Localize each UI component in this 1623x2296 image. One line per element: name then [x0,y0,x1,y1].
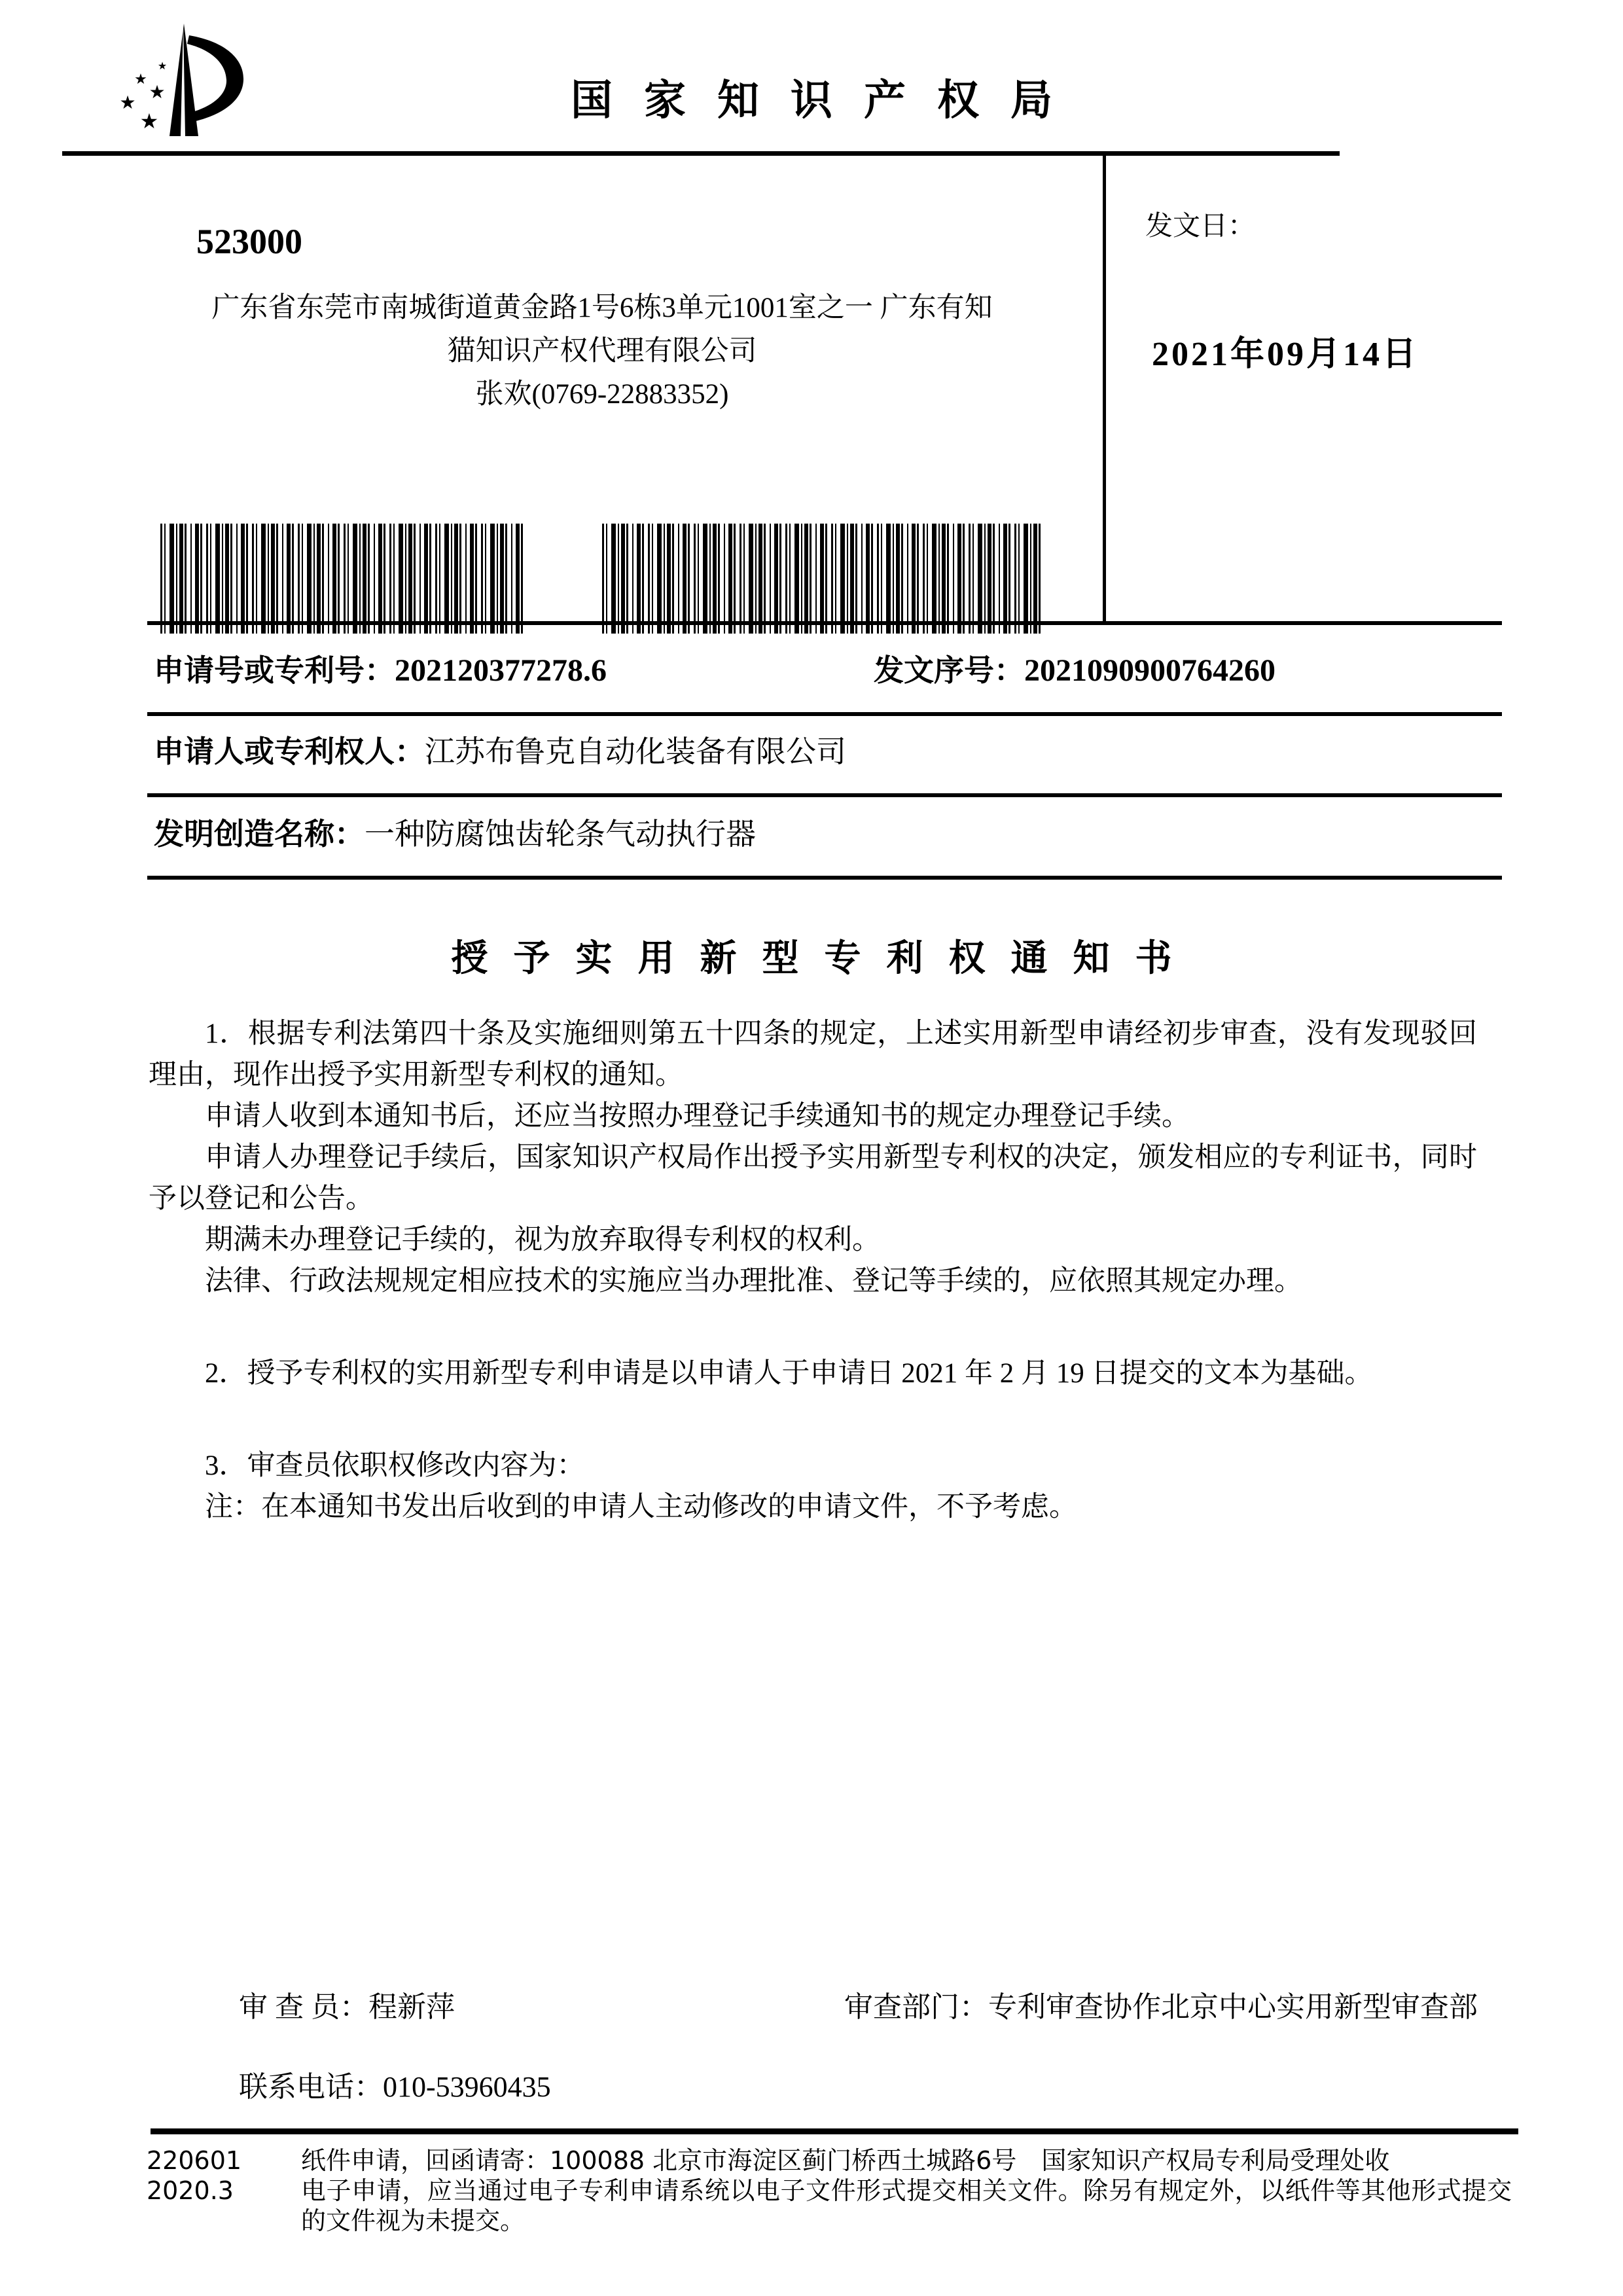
dispatch-date-label: 发文日： [1145,211,1256,242]
recipient-address [144,287,1060,416]
serial-number-label: 发文序号： [874,653,1024,688]
application-number-label: 申请号或专利号： [154,653,395,688]
dispatch-date-value: 2021年09月14日 [1152,336,1419,373]
examiner-row [239,1983,1515,2025]
notice-title: 授予实用新型专利权通知书 [451,937,1198,980]
phone-label: 联系电话： [239,2071,383,2103]
address-line-2: 猫知识产权代理有限公司 [447,336,757,367]
applicant-row [154,728,1502,771]
separator-line-4 [147,876,1502,880]
footer-form-codes [147,2145,241,2206]
body-paragraph: 法律、行政法规规定相应技术的实施应当办理批准、登记等手续的，应依照其规定办理。 [205,1266,1302,1297]
phone-number: 010-53960435 [383,2071,551,2103]
body-paragraph: 注：在本通知书发出后收到的申请人主动修改的申请文件，不予考虑。 [205,1492,1077,1522]
separator-line-2 [147,712,1502,716]
application-number-row [154,647,1502,690]
examiner-name: 程新萍 [368,1991,455,2023]
svg-text:★: ★ [119,93,136,113]
footer-line-electronic: 电子申请，应当通过电子专利申请系统以电子文件形式提交相关文件。除另有规定外，以纸件等其他形式提交的文件视为未提交。 [301,2176,1512,2235]
agency-title: 国家知识产权局 [571,77,1084,125]
department-name: 专利审查协作北京中心实用新型审查部 [988,1991,1478,2023]
department-label: 审查部门： [844,1991,988,2023]
footer-rule [151,2128,1518,2134]
form-version: 2020.3 [147,2176,234,2205]
footer-instructions [301,2145,1512,2236]
body-paragraph: 申请人办理登记手续后，国家知识产权局作出授予实用新型专利权的决定，颁发相应的专利证书，同时予以登记和公告。 [149,1142,1477,1214]
phone-row [239,2063,551,2105]
barcode-1 [160,524,526,634]
form-code: 220601 [147,2146,242,2175]
svg-text:★: ★ [134,71,147,87]
body-paragraph: 3．审查员依职权修改内容为： [205,1450,585,1481]
serial-number-value: 2021090900764260 [1024,653,1275,688]
separator-line-3 [147,793,1502,797]
invention-title-row [154,810,1502,853]
notice-body [149,1013,1477,1528]
body-paragraph: 期满未办理登记手续的，视为放弃取得专利权的权利。 [205,1225,880,1255]
header-rule [62,151,1340,156]
barcode-2 [602,524,1042,634]
separator-line-1 [147,621,1502,625]
footer-line-paper: 纸件申请，回函请寄：100088 北京市海淀区蓟门桥西土城路6号 国家知识产权局专利局受理处收 [301,2146,1390,2175]
body-paragraph: 2．授予专利权的实用新型专利申请是以申请人于申请日 2021 年 2 月 19 日提交的文本为基础。 [205,1358,1373,1389]
svg-text:★: ★ [157,61,168,72]
applicant-label: 申请人或专利权人： [154,734,425,769]
invention-title-value: 一种防腐蚀齿轮条气动执行器 [365,817,756,851]
svg-text:★: ★ [149,82,166,103]
department-group [844,1983,1478,2025]
body-paragraph: 1．根据专利法第四十条及实施细则第五十四条的规定，上述实用新型申请经初步审查，没有发现驳回理由，现作出授予实用新型专利权的通知。 [149,1018,1477,1090]
address-line-1: 广东省东莞市南城街道黄金路1号6栋3单元1001室之一 广东有知 [211,293,993,323]
applicant-value: 江苏布鲁克自动化装备有限公司 [425,735,846,768]
recipient-contact: 张欢(0769-22883352) [475,379,729,410]
body-paragraph: 申请人收到本通知书后，还应当按照办理登记手续通知书的规定办理登记手续。 [205,1101,1190,1132]
examiner-label: 审 查 员： [239,1991,368,2023]
vertical-separator [1103,154,1106,622]
svg-text:★: ★ [139,109,159,133]
application-number-value: 202120377278.6 [395,653,607,688]
invention-title-label: 发明创造名称： [154,816,365,852]
serial-number-group [874,647,1275,690]
postal-code: 523000 [196,222,302,261]
